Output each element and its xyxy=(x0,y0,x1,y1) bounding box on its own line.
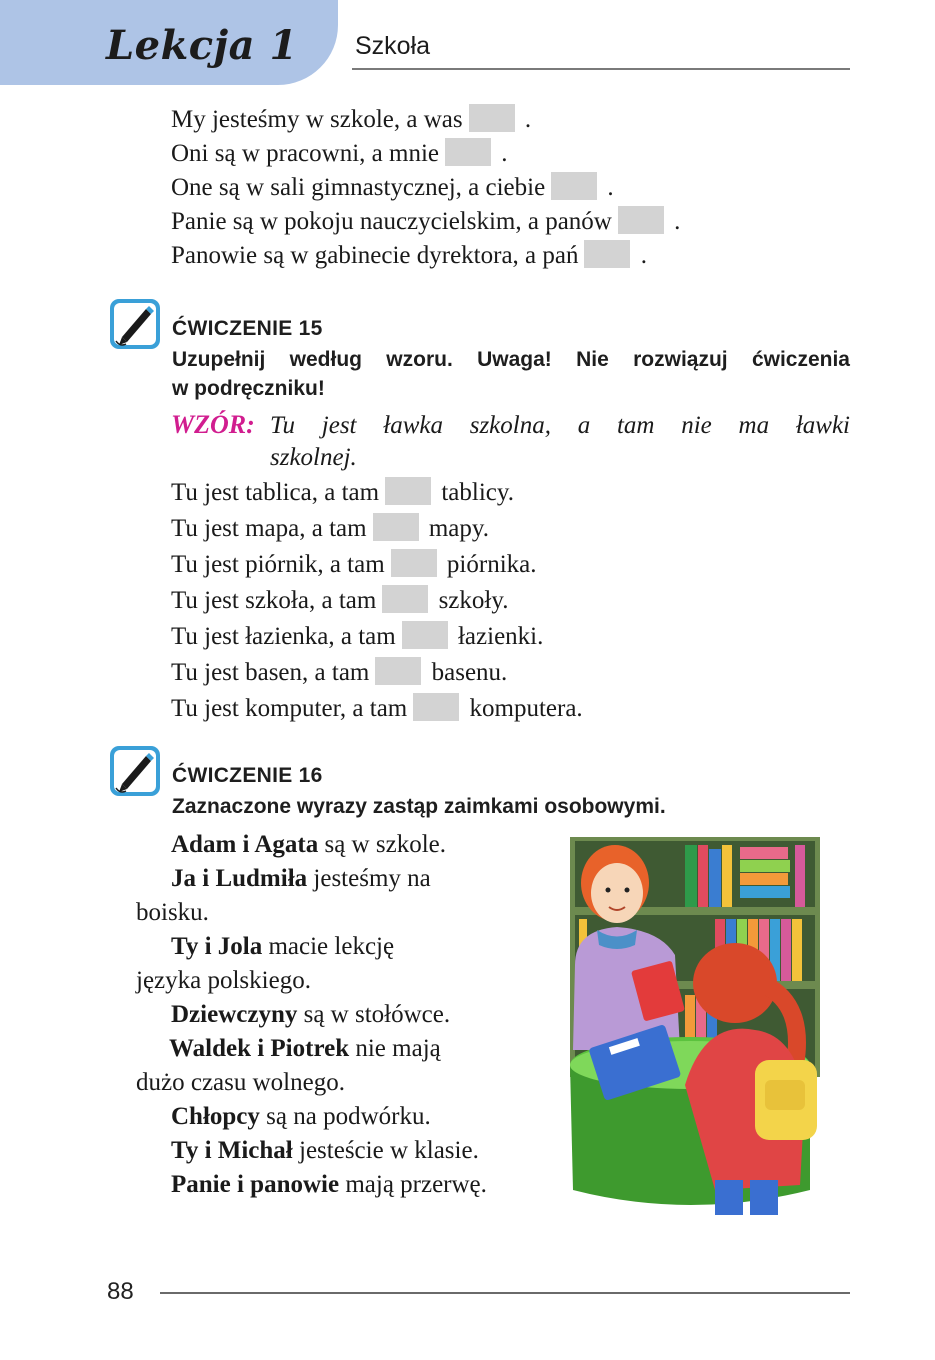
header-divider xyxy=(352,68,850,70)
exercise-16-sentence: Ja i Ludmiła jesteśmy na xyxy=(171,865,431,892)
answer-blank xyxy=(373,513,419,541)
lesson-title: Lekcja 1 xyxy=(106,22,298,69)
intro-line: Panowie są w gabinecie dyrektora, a pań . xyxy=(171,242,647,269)
exercise-15-line: Tu jest komputer, a tam komputera. xyxy=(171,695,583,722)
exercise-16-sentence: Dziewczyny są w stołówce. xyxy=(171,1001,451,1028)
answer-blank xyxy=(618,206,664,234)
answer-blank xyxy=(445,138,491,166)
answer-blank xyxy=(385,477,431,505)
exercise-16-sentence: języka polskiego. xyxy=(136,967,311,994)
exercise-15-line: Tu jest szkoła, a tam szkoły. xyxy=(171,587,509,614)
exercise-15-instruction-line2: w podręczniku! xyxy=(172,377,325,400)
answer-blank xyxy=(382,585,428,613)
exercise-16-instruction: Zaznaczone wyrazy zastąp zaimkami osobowymi. xyxy=(172,795,666,818)
exercise-15-line: Tu jest mapa, a tam mapy. xyxy=(171,515,490,542)
exercise-16-sentence: Panie i panowie mają przerwę. xyxy=(171,1171,487,1198)
exercise-15-line: Tu jest basen, a tam basenu. xyxy=(171,659,508,686)
exercise-16-sentence: Waldek i Piotrek nie mają xyxy=(169,1035,441,1062)
answer-blank xyxy=(469,104,515,132)
answer-blank xyxy=(402,621,448,649)
exercise-15-instruction-line1: Uzupełnij według wzoru. Uwaga! Nie rozwiązuj ćwiczenia xyxy=(172,348,850,371)
answer-blank xyxy=(551,172,597,200)
footer-divider xyxy=(160,1292,850,1294)
intro-line: One są w sali gimnastycznej, a ciebie . xyxy=(171,174,614,201)
intro-line: Oni są w pracowni, a mnie . xyxy=(171,140,508,167)
intro-line: My jesteśmy w szkole, a was . xyxy=(171,106,532,133)
exercise-16-sentence: Ty i Michał jesteście w klasie. xyxy=(171,1137,479,1164)
example-text-continued: szkolnej. xyxy=(270,444,357,471)
page-number: 88 xyxy=(107,1278,134,1305)
topic-title: Szkoła xyxy=(355,32,431,60)
pen-icon xyxy=(108,744,162,798)
pen-icon xyxy=(108,297,162,351)
exercise-16-sentence: Ty i Jola macie lekcję xyxy=(171,933,395,960)
exercise-16-sentence: dużo czasu wolnego. xyxy=(136,1069,345,1096)
exercise-15-title: ĆWICZENIE 15 xyxy=(172,317,323,340)
exercise-15-line: Tu jest łazienka, a tam łazienki. xyxy=(171,623,544,650)
exercise-16-title: ĆWICZENIE 16 xyxy=(172,764,323,787)
exercise-15-line: Tu jest piórnik, a tam piórnika. xyxy=(171,551,537,578)
exercise-16-sentence: boisku. xyxy=(136,899,209,926)
answer-blank xyxy=(391,549,437,577)
example-text: Tu jest ławka szkolna, a tam nie ma ławki xyxy=(270,412,850,439)
exercise-16-sentence: Chłopcy są na podwórku. xyxy=(171,1103,431,1130)
answer-blank xyxy=(584,240,630,268)
exercise-15-line: Tu jest tablica, a tam tablicy. xyxy=(171,479,514,506)
answer-blank xyxy=(413,693,459,721)
library-illustration xyxy=(565,835,835,1220)
example-label: WZÓR: xyxy=(171,410,255,439)
exercise-16-sentence: Adam i Agata są w szkole. xyxy=(171,831,446,858)
intro-line: Panie są w pokoju nauczycielskim, a panów . xyxy=(171,208,681,235)
books-row-1 xyxy=(685,845,805,907)
answer-blank xyxy=(375,657,421,685)
